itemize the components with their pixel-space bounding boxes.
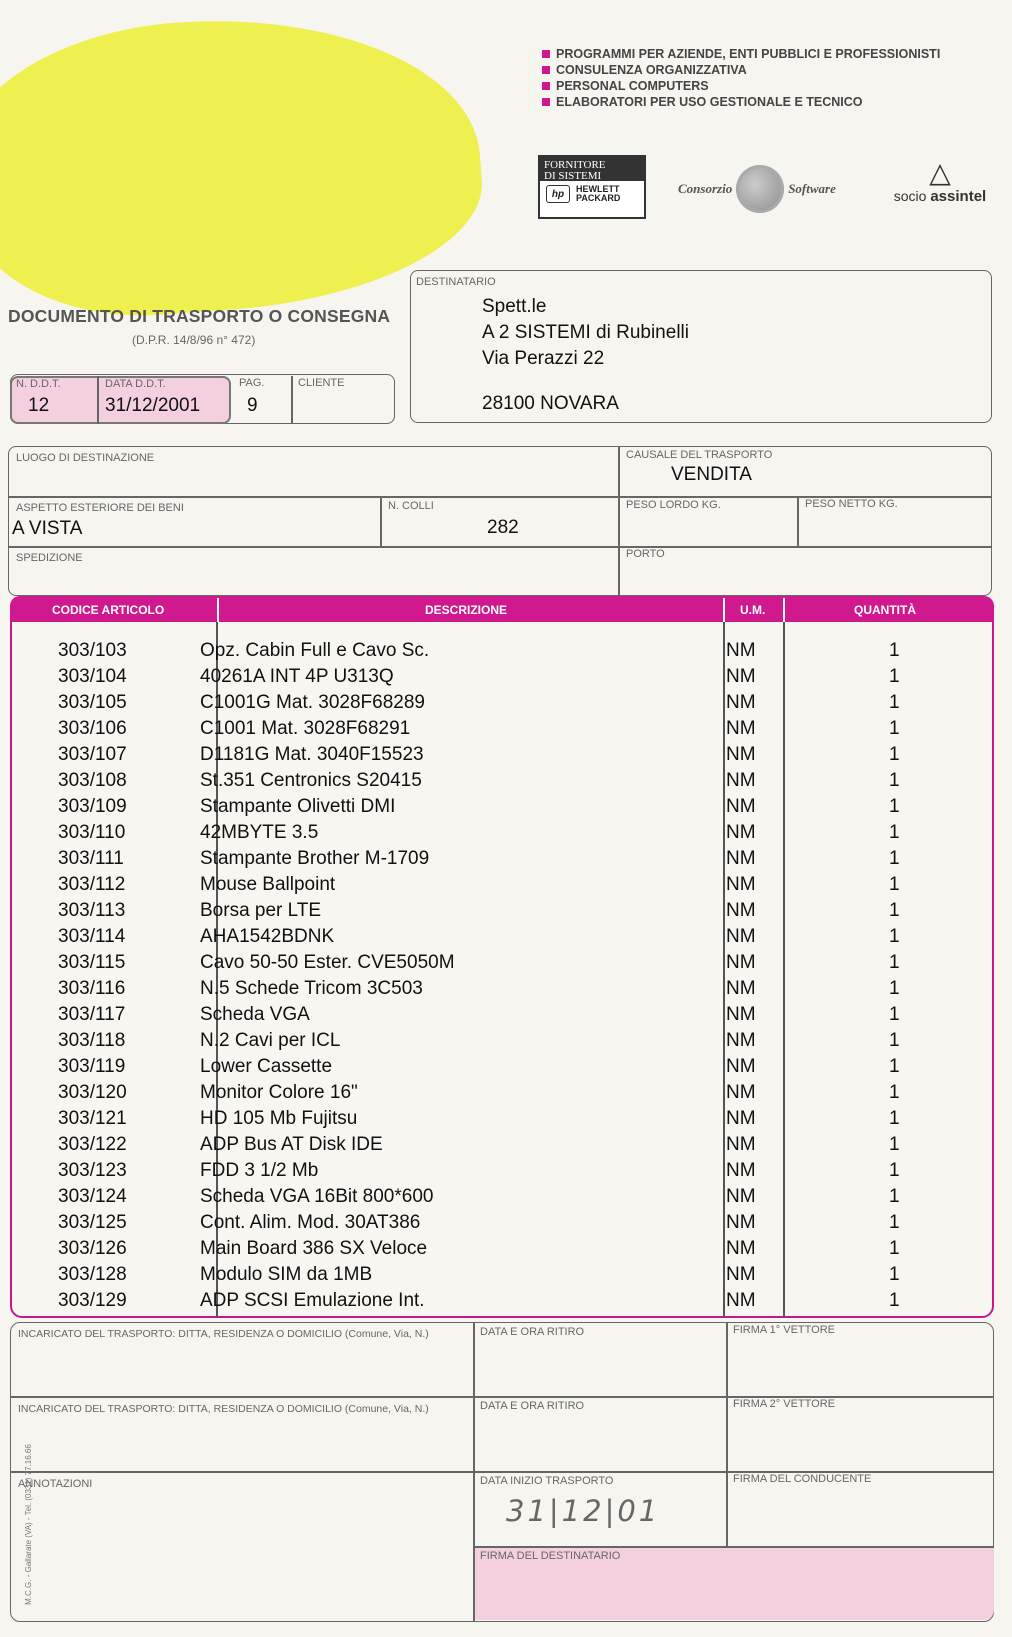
item-description: Lower Cassette: [200, 1056, 333, 1077]
item-description: AHA1542BDNK: [200, 926, 335, 947]
table-row: [0, 692, 1012, 718]
seal-icon: [736, 165, 784, 213]
recipient-line-1: Spett.le: [482, 296, 547, 317]
item-description: Main Board 386 SX Veloce: [200, 1238, 428, 1259]
item-code: 303/120: [58, 1082, 127, 1103]
table-row: [0, 848, 1012, 874]
recipient-line-2: A 2 SISTEMI di Rubinelli: [482, 322, 689, 343]
item-code: 303/110: [58, 822, 126, 843]
item-unit: NM: [726, 1108, 756, 1129]
destination-label: LUOGO DI DESTINAZIONE: [16, 452, 155, 464]
item-unit: NM: [726, 666, 756, 687]
item-unit: NM: [726, 874, 756, 895]
item-quantity: 1: [889, 1082, 900, 1103]
ddt-date-label: DATA D.D.T.: [105, 378, 166, 390]
document-title: DOCUMENTO DI TRASPORTO O CONSEGNA: [8, 306, 391, 326]
assintel-mark-icon: △: [929, 157, 951, 188]
item-description: ADP Bus AT Disk IDE: [200, 1134, 383, 1155]
item-code: 303/108: [58, 770, 127, 791]
table-row: [0, 1290, 1012, 1316]
item-description: Stampante Brother M-1709: [200, 848, 430, 869]
transport-start-label: DATA INIZIO TRASPORTO: [480, 1475, 614, 1487]
item-description: ADP SCSI Emulazione Int.: [200, 1290, 425, 1311]
document-subtitle: (D.P.R. 14/8/96 n° 472): [132, 333, 256, 347]
item-description: 42MBYTE 3.5: [200, 822, 319, 843]
recipient-line-4: 28100 NOVARA: [482, 393, 619, 414]
item-unit: NM: [726, 692, 756, 713]
signature-2-label: FIRMA 2° VETTORE: [733, 1398, 835, 1410]
page-number: 9: [247, 395, 258, 416]
table-row: [0, 1264, 1012, 1290]
item-code: 303/126: [58, 1238, 127, 1259]
item-description: D1181G Mat. 3040F15523: [200, 744, 424, 765]
item-quantity: 1: [889, 666, 900, 687]
item-description: N.2 Cavi per ICL: [200, 1030, 341, 1051]
recipient-label: DESTINATARIO: [416, 276, 496, 288]
pickup-1-label: DATA E ORA RITIRO: [480, 1326, 585, 1338]
item-quantity: 1: [889, 1160, 900, 1181]
service-item: PROGRAMMI PER AZIENDE, ENTI PUBBLICI E PROFESSIONISTI: [542, 46, 940, 62]
item-quantity: 1: [889, 744, 900, 765]
item-code: 303/113: [58, 900, 126, 921]
item-quantity: 1: [889, 900, 900, 921]
table-row: [0, 926, 1012, 952]
item-quantity: 1: [889, 1264, 900, 1285]
shipping-label: SPEDIZIONE: [16, 552, 83, 564]
assintel-logo: △ socio assintel: [890, 158, 990, 205]
item-code: 303/129: [58, 1290, 127, 1311]
item-code: 303/115: [58, 952, 126, 973]
transport-cause-label: CAUSALE DEL TRASPORTO: [626, 449, 773, 461]
item-description: C1001 Mat. 3028F68291: [200, 718, 411, 739]
item-description: Borsa per LTE: [200, 900, 322, 921]
item-description: Scheda VGA 16Bit 800*600: [200, 1186, 434, 1207]
item-code: 303/118: [58, 1030, 126, 1051]
table-row: [0, 1082, 1012, 1108]
table-row: [0, 1160, 1012, 1186]
item-quantity: 1: [889, 1134, 900, 1155]
item-quantity: 1: [889, 1238, 900, 1259]
item-quantity: 1: [889, 640, 900, 661]
transport-start-date: 31|12|01: [506, 1494, 661, 1528]
item-unit: NM: [726, 1290, 756, 1311]
item-quantity: 1: [889, 1108, 900, 1129]
item-description: N.5 Schede Tricom 3C503: [200, 978, 423, 999]
item-unit: NM: [726, 1056, 756, 1077]
printer-note: M.C.G. - Gallarate (VA) - Tel. (0331) 77.16.66: [23, 1444, 33, 1605]
item-unit: NM: [726, 718, 756, 739]
item-code: 303/103: [58, 640, 127, 661]
header-quantity: QUANTITÀ: [854, 603, 916, 617]
driver-signature-label: FIRMA DEL CONDUCENTE: [733, 1473, 872, 1485]
item-quantity: 1: [889, 1004, 900, 1025]
item-code: 303/107: [58, 744, 127, 765]
item-code: 303/105: [58, 692, 127, 713]
carrier-2-label: INCARICATO DEL TRASPORTO: DITTA, RESIDENZA O DOMICILIO (Comune, Via, N.): [18, 1403, 429, 1415]
consorzio-software-logo: Consorzio Software: [678, 165, 836, 213]
item-unit: NM: [726, 744, 756, 765]
item-unit: NM: [726, 926, 756, 947]
item-code: 303/117: [58, 1004, 126, 1025]
item-unit: NM: [726, 1134, 756, 1155]
item-unit: NM: [726, 1030, 756, 1051]
item-unit: NM: [726, 848, 756, 869]
item-quantity: 1: [889, 1056, 900, 1077]
transport-cause: VENDITA: [671, 464, 752, 485]
item-quantity: 1: [889, 1186, 900, 1207]
item-description: 40261A INT 4P U313Q: [200, 666, 394, 687]
item-unit: NM: [726, 796, 756, 817]
item-code: 303/104: [58, 666, 127, 687]
recipient-signature-label: FIRMA DEL DESTINATARIO: [480, 1550, 621, 1562]
item-code: 303/124: [58, 1186, 127, 1207]
item-unit: NM: [726, 770, 756, 791]
table-row: [0, 744, 1012, 770]
item-unit: NM: [726, 1264, 756, 1285]
item-quantity: 1: [889, 770, 900, 791]
item-code: 303/128: [58, 1264, 127, 1285]
item-unit: NM: [726, 1082, 756, 1103]
item-description: HD 105 Mb Fujitsu: [200, 1108, 358, 1129]
item-unit: NM: [726, 978, 756, 999]
item-quantity: 1: [889, 1290, 900, 1311]
service-item: CONSULENZA ORGANIZZATIVA: [542, 62, 940, 78]
header-unit: U.M.: [740, 603, 766, 617]
services-list: [542, 46, 940, 110]
item-description: Cavo 50-50 Ester. CVE5050M: [200, 952, 455, 973]
item-quantity: 1: [889, 822, 900, 843]
page-label: PAG.: [239, 377, 265, 389]
table-row: [0, 978, 1012, 1004]
item-code: 303/125: [58, 1212, 127, 1233]
table-row: [0, 1134, 1012, 1160]
header-description: DESCRIZIONE: [425, 603, 508, 617]
recipient-line-3: Via Perazzi 22: [482, 348, 605, 369]
ddt-date: 31/12/2001: [105, 395, 201, 416]
item-description: St.351 Centronics S20415: [200, 770, 422, 791]
item-description: Modulo SIM da 1MB: [200, 1264, 373, 1285]
table-row: [0, 718, 1012, 744]
table-row: [0, 900, 1012, 926]
item-description: Cont. Alim. Mod. 30AT386: [200, 1212, 421, 1233]
table-row: [0, 1108, 1012, 1134]
service-item: ELABORATORI PER USO GESTIONALE E TECNICO: [542, 94, 940, 110]
table-row: [0, 1212, 1012, 1238]
table-row: [0, 874, 1012, 900]
item-code: 303/119: [58, 1056, 126, 1077]
item-code: 303/123: [58, 1160, 127, 1181]
bullet-square-icon: [542, 66, 550, 74]
table-row: [0, 666, 1012, 692]
item-unit: NM: [726, 822, 756, 843]
item-quantity: 1: [889, 848, 900, 869]
item-code: 303/111: [58, 848, 124, 869]
item-unit: NM: [726, 640, 756, 661]
table-row: [0, 1186, 1012, 1212]
table-row: [0, 952, 1012, 978]
item-quantity: 1: [889, 874, 900, 895]
item-description: Stampante Olivetti DMI: [200, 796, 396, 817]
table-row: [0, 796, 1012, 822]
table-row: [0, 1238, 1012, 1264]
item-quantity: 1: [889, 926, 900, 947]
ddt-number-label: N. D.D.T.: [16, 378, 61, 390]
bullet-square-icon: [542, 98, 550, 106]
item-unit: NM: [726, 1160, 756, 1181]
item-description: Monitor Colore 16": [200, 1082, 358, 1103]
item-quantity: 1: [889, 1030, 900, 1051]
item-quantity: 1: [889, 952, 900, 973]
net-weight-label: PESO NETTO KG.: [805, 498, 898, 510]
item-quantity: 1: [889, 692, 900, 713]
item-code: 303/109: [58, 796, 127, 817]
packages-value: 282: [487, 517, 519, 538]
table-row: [0, 1004, 1012, 1030]
item-unit: NM: [726, 1238, 756, 1259]
item-unit: NM: [726, 952, 756, 973]
item-code: 303/114: [58, 926, 126, 947]
item-code: 303/106: [58, 718, 127, 739]
item-code: 303/116: [58, 978, 126, 999]
table-row: [0, 770, 1012, 796]
hp-icon: hp: [546, 185, 570, 203]
service-item: PERSONAL COMPUTERS: [542, 78, 940, 94]
client-label: CLIENTE: [298, 377, 345, 389]
pickup-2-label: DATA E ORA RITIRO: [480, 1400, 585, 1412]
packages-label: N. COLLI: [388, 500, 434, 512]
signature-1-label: FIRMA 1° VETTORE: [733, 1324, 835, 1336]
appearance-label: ASPETTO ESTERIORE DEI BENI: [16, 502, 184, 514]
table-row: [0, 640, 1012, 666]
item-description: Opz. Cabin Full e Cavo Sc.: [200, 640, 430, 661]
ddt-number: 12: [28, 395, 50, 416]
table-row: [0, 1030, 1012, 1056]
item-description: FDD 3 1/2 Mb: [200, 1160, 319, 1181]
item-unit: NM: [726, 900, 756, 921]
appearance-value: A VISTA: [12, 518, 83, 539]
item-unit: NM: [726, 1004, 756, 1025]
notes-label: ANNOTAZIONI: [18, 1478, 93, 1490]
item-description: Scheda VGA: [200, 1004, 310, 1025]
header-code: CODICE ARTICOLO: [52, 603, 165, 617]
gross-weight-label: PESO LORDO KG.: [626, 499, 721, 511]
item-unit: NM: [726, 1212, 756, 1233]
item-description: Mouse Ballpoint: [200, 874, 336, 895]
table-row: [0, 1056, 1012, 1082]
item-quantity: 1: [889, 978, 900, 999]
bullet-square-icon: [542, 82, 550, 90]
bullet-square-icon: [542, 50, 550, 58]
port-label: PORTO: [626, 548, 665, 560]
item-description: C1001G Mat. 3028F68289: [200, 692, 425, 713]
item-code: 303/121: [58, 1108, 127, 1129]
fornitore-di-sistemi-logo: FORNITORE DI SISTEMI hp HEWLETT PACKARD: [538, 155, 646, 219]
item-code: 303/112: [58, 874, 126, 895]
table-row: [0, 822, 1012, 848]
item-quantity: 1: [889, 718, 900, 739]
item-code: 303/122: [58, 1134, 127, 1155]
carrier-1-label: INCARICATO DEL TRASPORTO: DITTA, RESIDENZA O DOMICILIO (Comune, Via, N.): [18, 1328, 429, 1340]
item-unit: NM: [726, 1186, 756, 1207]
item-quantity: 1: [889, 796, 900, 817]
item-quantity: 1: [889, 1212, 900, 1233]
